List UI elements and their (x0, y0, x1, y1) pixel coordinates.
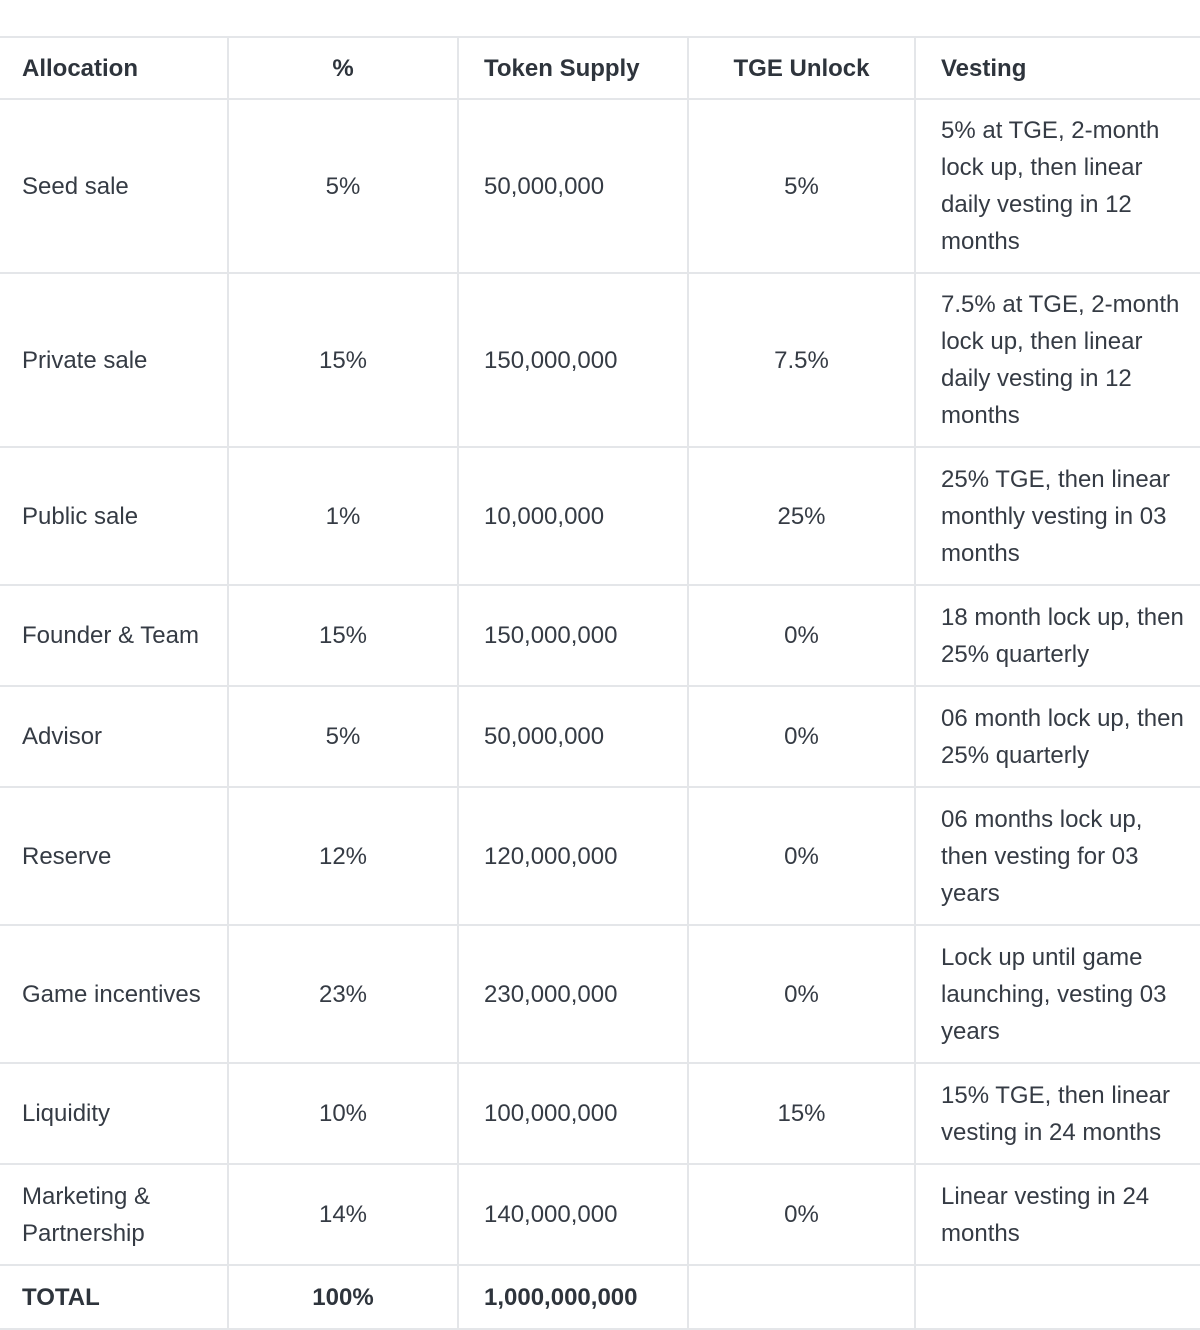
header-allocation: Allocation (0, 37, 228, 99)
cell-tge-unlock: 15% (688, 1063, 915, 1164)
cell-tge-unlock: 0% (688, 686, 915, 787)
total-percent: 100% (228, 1265, 458, 1329)
header-vesting: Vesting (915, 37, 1200, 99)
table-row (0, 686, 1200, 787)
cell-allocation: Reserve (0, 787, 228, 925)
cell-allocation: Private sale (0, 273, 228, 447)
cell-percent: 12% (228, 787, 458, 925)
table-row (0, 273, 1200, 447)
table-row (0, 99, 1200, 273)
table-body (0, 99, 1200, 1329)
cell-percent: 10% (228, 1063, 458, 1164)
cell-tge-unlock: 0% (688, 787, 915, 925)
cell-allocation: Seed sale (0, 99, 228, 273)
total-vesting (915, 1265, 1200, 1329)
cell-token-supply: 120,000,000 (458, 787, 688, 925)
total-tge-unlock (688, 1265, 915, 1329)
cell-vesting: 7.5% at TGE, 2-month lock up, then linear daily vesting in 12 months (915, 273, 1200, 447)
header-row (0, 37, 1200, 99)
cell-percent: 15% (228, 273, 458, 447)
cell-percent: 15% (228, 585, 458, 686)
cell-tge-unlock: 0% (688, 585, 915, 686)
cell-allocation: Founder & Team (0, 585, 228, 686)
cell-percent: 14% (228, 1164, 458, 1265)
table-row (0, 447, 1200, 585)
cell-allocation: Marketing & Partnership (0, 1164, 228, 1265)
cell-token-supply: 50,000,000 (458, 99, 688, 273)
cell-percent: 5% (228, 99, 458, 273)
total-label: TOTAL (0, 1265, 228, 1329)
cell-allocation: Liquidity (0, 1063, 228, 1164)
cell-tge-unlock: 0% (688, 1164, 915, 1265)
total-row (0, 1265, 1200, 1329)
cell-tge-unlock: 7.5% (688, 273, 915, 447)
header-percent: % (228, 37, 458, 99)
cell-vesting: Linear vesting in 24 months (915, 1164, 1200, 1265)
header-token-supply: Token Supply (458, 37, 688, 99)
cell-token-supply: 140,000,000 (458, 1164, 688, 1265)
cell-vesting: 25% TGE, then linear monthly vesting in 03 months (915, 447, 1200, 585)
table-row (0, 925, 1200, 1063)
cell-token-supply: 100,000,000 (458, 1063, 688, 1164)
cell-allocation: Advisor (0, 686, 228, 787)
cell-token-supply: 150,000,000 (458, 585, 688, 686)
cell-token-supply: 150,000,000 (458, 273, 688, 447)
total-token-supply: 1,000,000,000 (458, 1265, 688, 1329)
cell-tge-unlock: 25% (688, 447, 915, 585)
cell-vesting: 15% TGE, then linear vesting in 24 months (915, 1063, 1200, 1164)
cell-token-supply: 230,000,000 (458, 925, 688, 1063)
cell-vesting: 5% at TGE, 2-month lock up, then linear daily vesting in 12 months (915, 99, 1200, 273)
cell-vesting: Lock up until game launching, vesting 03 years (915, 925, 1200, 1063)
cell-tge-unlock: 0% (688, 925, 915, 1063)
token-allocation-table (0, 36, 1200, 1330)
cell-vesting: 06 month lock up, then 25% quarterly (915, 686, 1200, 787)
cell-percent: 23% (228, 925, 458, 1063)
table-header (0, 37, 1200, 99)
cell-vesting: 18 month lock up, then 25% quarterly (915, 585, 1200, 686)
cell-tge-unlock: 5% (688, 99, 915, 273)
cell-percent: 1% (228, 447, 458, 585)
cell-allocation: Public sale (0, 447, 228, 585)
cell-token-supply: 50,000,000 (458, 686, 688, 787)
table-row (0, 585, 1200, 686)
cell-token-supply: 10,000,000 (458, 447, 688, 585)
cell-percent: 5% (228, 686, 458, 787)
table-row (0, 787, 1200, 925)
table-row (0, 1164, 1200, 1265)
header-tge-unlock: TGE Unlock (688, 37, 915, 99)
cell-vesting: 06 months lock up, then vesting for 03 years (915, 787, 1200, 925)
cell-allocation: Game incentives (0, 925, 228, 1063)
table-row (0, 1063, 1200, 1164)
